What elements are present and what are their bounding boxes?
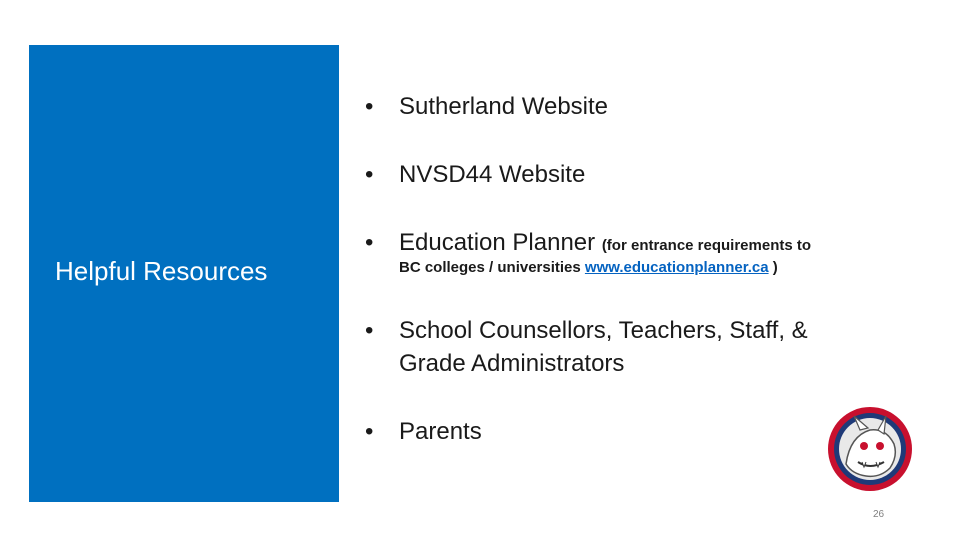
bullet-icon: • <box>365 229 374 256</box>
education-planner-link[interactable]: www.educationplanner.ca <box>584 259 769 276</box>
education-planner-label: Education Planner <box>399 229 602 256</box>
page-number: 26 <box>873 509 885 520</box>
bullet-icon: • <box>365 317 374 344</box>
school-staff-line2: Grade Administrators <box>399 350 625 377</box>
slide-title: Helpful Resources <box>55 256 268 286</box>
education-planner-note: (for entrance requirements to <box>601 237 812 254</box>
school-mascot-logo-icon <box>820 404 920 494</box>
bullet-icon: • <box>365 93 374 120</box>
bullet-icon: • <box>365 418 374 445</box>
education-planner-note-line2: BC colleges / universities www.educationplanner.ca ) <box>399 259 778 276</box>
school-staff-line1: School Counsellors, Teachers, Staff, & <box>399 317 808 344</box>
bullet-icon: • <box>365 161 374 188</box>
